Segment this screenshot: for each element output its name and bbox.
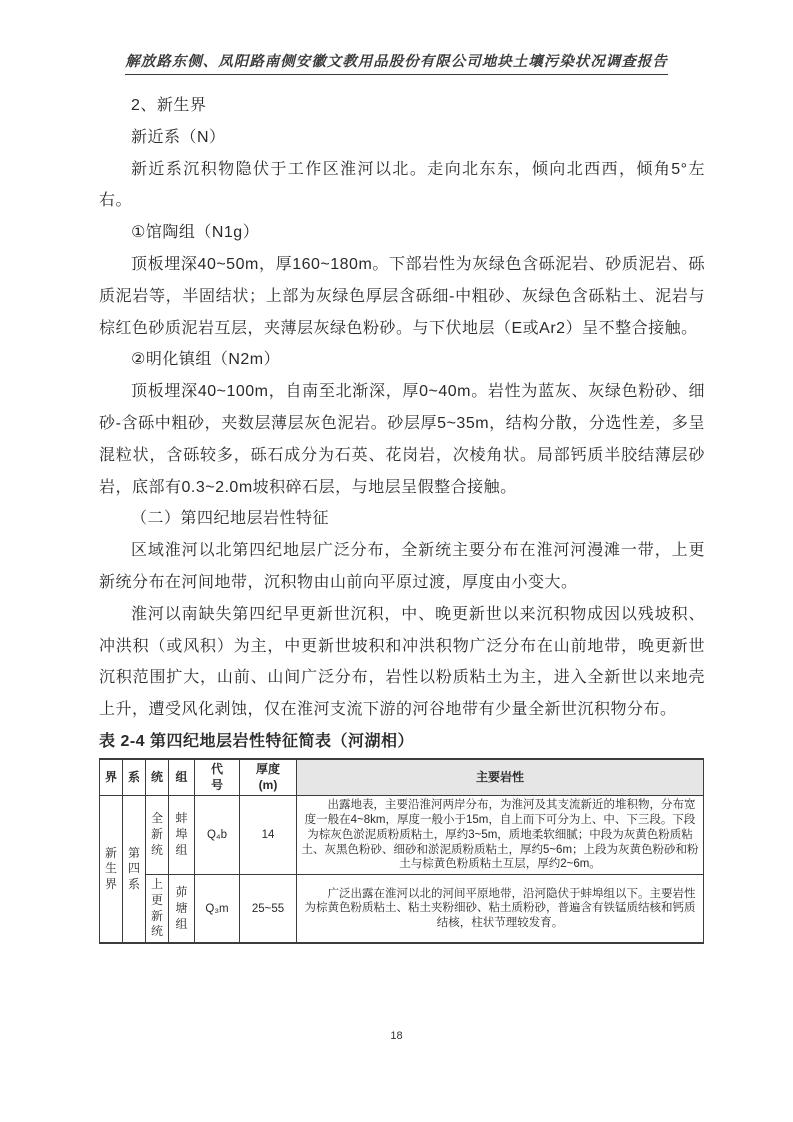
running-header	[60, 50, 733, 75]
cell-series	[146, 796, 169, 875]
col-header-code-label: 代号	[210, 761, 223, 792]
cell-formation	[169, 796, 195, 875]
body-paragraph: 新近系沉积物隐伏于工作区淮河以北。走向北东东，倾向北西西，倾角5°左右。	[99, 160, 705, 210]
thickness-label: 厚度	[255, 761, 280, 776]
col-header-thickness	[240, 759, 297, 796]
thickness-unit: (m)	[258, 777, 278, 792]
cell-era	[100, 796, 123, 943]
col-header-lithology: 主要岩性	[297, 759, 704, 796]
table-header-row	[100, 759, 704, 796]
cell-thickness: 25~55	[240, 874, 297, 943]
body-content	[99, 90, 705, 944]
heading-xinshengjie: 2、新生界	[131, 97, 207, 114]
system-value: 第四系	[127, 845, 140, 892]
table-caption: 表 2-4 第四纪地层岩性特征简表（河湖相）	[99, 732, 415, 750]
cell-code: Q₃m	[195, 874, 240, 943]
body-paragraph: 淮河以南缺失第四纪早更新世沉积，中、晚更新世以来沉积物成因以残坡积、冲洪积（或风积）为主，中更新世坡积和冲洪积物广泛分布在山前地带，晚更新世沉积范围扩大，山前、山间广泛分布，岩性以粉质粘土为主，进入全新世以来地壳上升，遭受风化剥蚀，仅在淮河支流下游的河谷地带有少量全新世沉积物分布。	[99, 605, 705, 719]
series-value: 上更新统	[150, 876, 163, 939]
col-header-series: 统	[146, 759, 169, 796]
cell-system	[123, 796, 146, 943]
cell-lithology: 广泛出露在淮河以北的河间平原地带，沿河隐伏于蚌埠组以下。主要岩性为棕黄色粉质粘土、粘土夹粉细砂、粘土质粉砂，普遍含有铁锰质结核和钙质结核，柱状节理较发育。	[297, 874, 704, 943]
body-paragraph: 区域淮河以北第四纪地层广泛分布，全新统主要分布在淮河河漫滩一带，上更新统分布在河间地带，沉积物由山前向平原过渡，厚度由小变大。	[99, 542, 705, 591]
table-row	[100, 796, 704, 875]
col-header-code	[195, 759, 240, 796]
heading-guantao-formation: ①馆陶组（N1g）	[131, 224, 260, 242]
table-row	[100, 874, 704, 943]
body-paragraph: 顶板埋深40~100m，自南至北渐深，厚0~40m。岩性为蓝灰、灰绿色粉砂、细砂-含砾中粗砂，夹数层薄层灰色泥岩。砂层厚5~35m，结构分散，分选性差，多呈混粒状，含砾较多，砾石成分为石英、花岗岩，次棱角状。局部钙质半胶结薄层砂岩，底部有0.3~2.0m坡积碎石层，与地层呈假整合接触。	[99, 383, 705, 496]
heading-minghuazhen-formation: ②明化镇组（N2m）	[131, 351, 281, 369]
cell-code: Q₄b	[195, 796, 240, 875]
report-title: 解放路东侧、凤阳路南侧安徽文教用品股份有限公司地块土壤污染状况调查报告	[125, 50, 668, 75]
era-value: 新生界	[104, 845, 117, 892]
cell-thickness: 14	[240, 796, 297, 875]
page-number: 18	[390, 1030, 403, 1042]
series-value: 全新统	[150, 811, 163, 858]
cell-formation	[169, 874, 195, 943]
col-header-system: 系	[123, 759, 146, 796]
col-header-era: 界	[100, 759, 123, 796]
body-paragraph: 顶板埋深40~50m，厚160~180m。下部岩性为灰绿色含砾泥岩、砂质泥岩、砾质泥岩等，半固结状；上部为灰绿色厚层含砾细-中粗砂、灰绿色含砾粘土、泥岩与棕红色砂质泥岩互层，夹薄层灰绿色粉砂。与下伏地层（E或Ar2）呈不整合接触。	[99, 255, 705, 337]
lithology-table	[99, 758, 704, 945]
col-header-formation: 组	[169, 759, 195, 796]
cell-series	[146, 874, 169, 943]
heading-xinjinxi: 新近系（N）	[131, 128, 226, 146]
heading-quaternary-lithology: （二）第四纪地层岩性特征	[131, 510, 330, 528]
formation-value: 茆塘组	[175, 884, 188, 931]
cell-lithology: 出露地表，主要沿淮河两岸分布，为淮河及其支流新近的堆积物，分布宽度一般在4~8km，厚度一般小于15m，自上而下可分为上、中、下三段。下段为棕灰色淤泥质粉质粘土，厚约3~5m，质地柔软细腻；中段为灰黄色粉质粘土、灰黑色粉砂、细砂和淤泥质粉质粘土，厚约5~6m；上段为灰黄色粉砂和粉土与棕黄色粉质粘土互层，厚约2~6m。	[297, 796, 704, 875]
formation-value: 蚌埠组	[175, 811, 188, 858]
